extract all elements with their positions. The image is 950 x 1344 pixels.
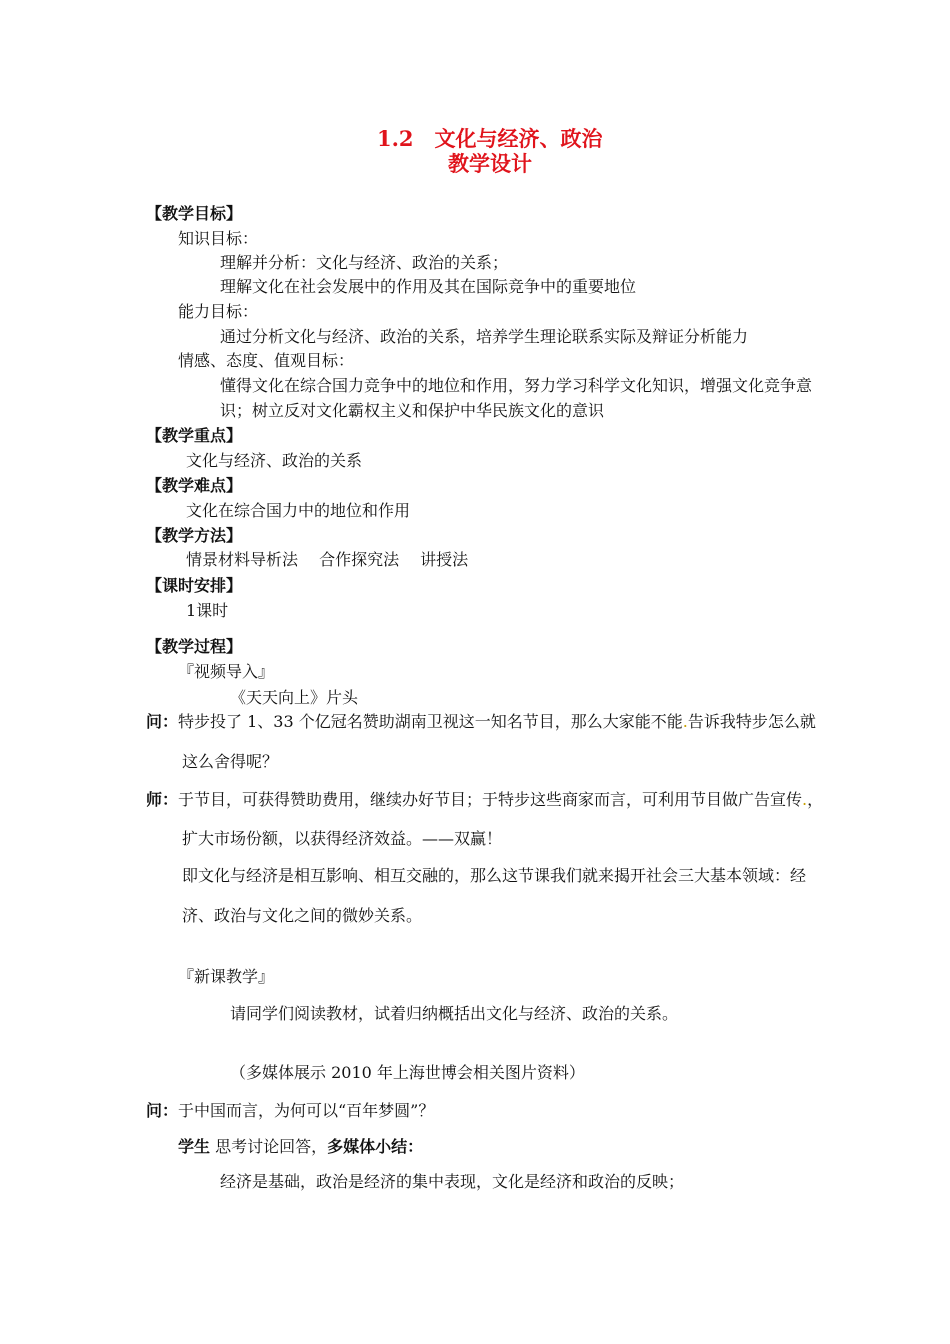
- difficulty-text: 文化在综合国力中的地位和作用: [186, 501, 411, 520]
- document-title-line1: 1.2 文化与经济、政治: [377, 126, 603, 151]
- knowledge-label: 知识目标：: [178, 229, 259, 248]
- emotion-line: 识；树立反对文化霸权主义和保护中华民族文化的意识: [220, 401, 605, 420]
- document-title-line2: 教学设计: [448, 151, 532, 176]
- teacher-line: 济、政治与文化之间的微妙关系。: [182, 906, 423, 925]
- question-line: [178, 712, 816, 731]
- process-header: 【教学过程】: [146, 637, 243, 656]
- multimedia-note: （多媒体展示 2010 年上海世博会相关图片资料）: [230, 1063, 585, 1082]
- summary-label: 多媒体小结：: [327, 1137, 424, 1156]
- teacher-text: ，: [807, 790, 824, 809]
- teacher-line: 扩大市场份额，以获得经济效益。——双赢！: [182, 829, 503, 848]
- emphasis-dot: .: [802, 790, 808, 809]
- schedule-text: 1课时: [186, 601, 229, 620]
- methods-text: 情景材料导析法 合作探究法 讲授法: [186, 550, 469, 569]
- summary-text: 经济是基础，政治是经济的集中表现，文化是经济和政治的反映；: [220, 1172, 685, 1191]
- teacher-line: 即文化与经济是相互影响、相互交融的，那么这节课我们就来揭开社会三大基本领域：经: [182, 866, 807, 885]
- teacher-label: 师：: [146, 790, 179, 809]
- question-label: 问：: [146, 1101, 179, 1120]
- objectives-header: 【教学目标】: [146, 204, 243, 223]
- student-line: [178, 1137, 423, 1156]
- knowledge-item: 理解并分析：文化与经济、政治的关系；: [220, 253, 509, 272]
- teacher-text: 于节目，可获得赞助费用，继续办好节目；于特步这些商家而言，可利用节目做广告宣传: [178, 790, 803, 809]
- question-label: 问：: [146, 712, 179, 731]
- emphasis-dot: .: [682, 712, 688, 731]
- emotion-line: 懂得文化在综合国力竞争中的地位和作用，努力学习科学文化知识，增强文化竞争意: [220, 376, 813, 395]
- student-text: 思考讨论回答，: [210, 1137, 328, 1156]
- emotion-label: 情感、态度、值观目标：: [178, 351, 355, 370]
- schedule-header: 【课时安排】: [146, 576, 243, 595]
- video-intro-label: 『视频导入』: [178, 662, 275, 681]
- ability-label: 能力目标：: [178, 302, 259, 321]
- ability-item: 通过分析文化与经济、政治的关系，培养学生理论联系实际及辩证分析能力: [220, 327, 749, 346]
- question-line: 这么舍得呢？: [182, 752, 279, 771]
- difficulty-header: 【教学难点】: [146, 476, 243, 495]
- methods-header: 【教学方法】: [146, 526, 243, 545]
- video-title: 《天天向上》片头: [230, 688, 359, 707]
- teacher-line: [178, 790, 823, 809]
- student-label: 学生: [178, 1137, 211, 1156]
- knowledge-item: 理解文化在社会发展中的作用及其在国际竞争中的重要地位: [220, 277, 637, 296]
- question-text: 告诉我特步怎么就: [687, 712, 816, 731]
- question-text: 于中国而言，为何可以“百年梦圆”？: [178, 1101, 435, 1120]
- question-text: 特步投了 1、33 个亿冠名赞助湖南卫视这一知名节目，那么大家能不能: [178, 712, 683, 731]
- focus-text: 文化与经济、政治的关系: [186, 451, 363, 470]
- reading-instruction: 请同学们阅读教材，试着归纳概括出文化与经济、政治的关系。: [230, 1004, 679, 1023]
- focus-header: 【教学重点】: [146, 426, 243, 445]
- new-lesson-label: 『新课教学』: [178, 967, 275, 986]
